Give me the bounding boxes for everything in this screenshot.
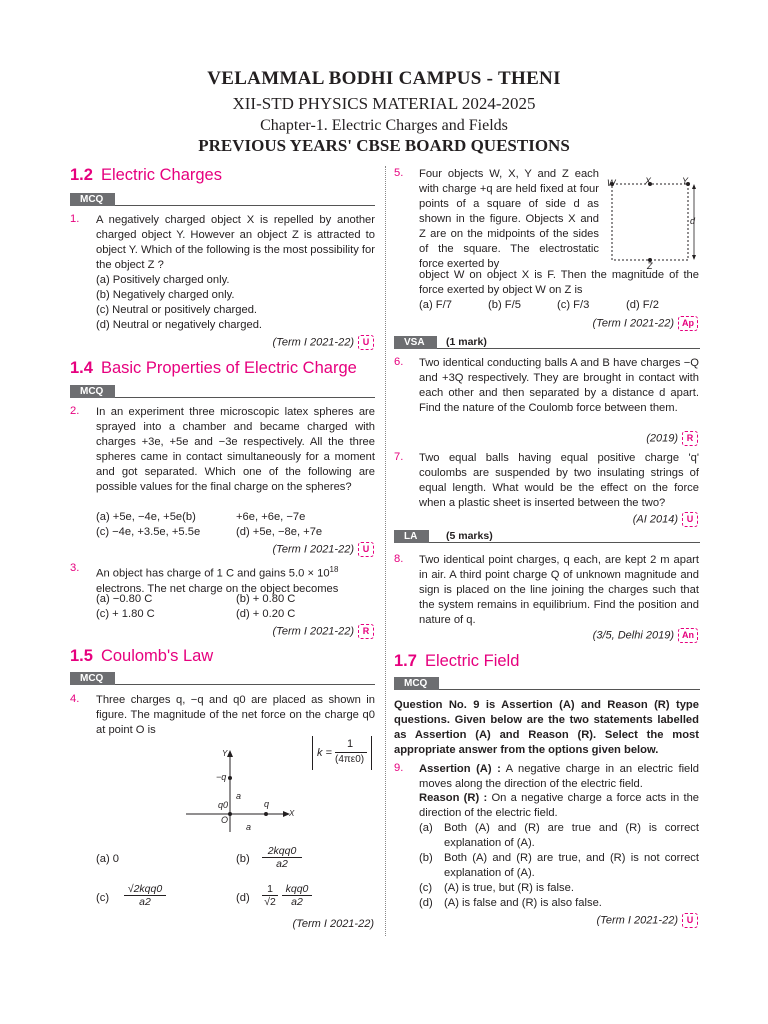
q4-option-d-fraction1: 1 √2 — [262, 883, 278, 908]
q1-option-c: (c) Neutral or positively charged. — [96, 304, 258, 316]
q6-number: 6. — [394, 356, 404, 368]
q5-number: 5. — [394, 167, 404, 179]
q9-assertion: Assertion (A) : A negative charge in an electric field moves along the direction of the electric field. — [419, 763, 699, 790]
q5-square-figure — [604, 176, 700, 272]
fig-q-label: q — [264, 799, 270, 809]
q1-reference: (Term I 2021-22) U — [272, 335, 374, 350]
fig-z-label: Z — [647, 261, 653, 271]
q2-text: In an experiment three microscopic latex spheres are sprayed into a chamber and became charged with charges +3e, +5e and −3e respectively. All the three spheres came in contact simultaneously for a moment and got separated. Which one of the following are possible values for the final charge on the spheres? — [96, 406, 375, 493]
fig-minus-q-label: −q — [216, 772, 227, 782]
material-title: XII-STD PHYSICS MATERIAL 2024-2025 — [232, 94, 536, 113]
q8-reference: (3/5, Delhi 2019) An — [593, 628, 698, 643]
mcq-bar: MCQ — [70, 193, 375, 206]
mcq-bar: MCQ — [394, 677, 700, 690]
q7-reference: (AI 2014) U — [633, 512, 698, 527]
section-1-4-title: 1.4 Basic Properties of Electric Charge — [70, 359, 357, 377]
column-divider — [385, 166, 386, 936]
q2-option-b: +6e, +6e, −7e — [236, 511, 306, 523]
q9-option-c: (A) is true, but (R) is false. — [444, 882, 574, 894]
la-bar: LA (5 marks) — [394, 530, 700, 543]
fig-w-label: W — [607, 178, 616, 188]
q9-option-a-label: (a) — [419, 822, 433, 834]
q1-option-b: (b) Negatively charged only. — [96, 289, 235, 301]
fig-d-label: d — [690, 216, 696, 226]
chapter-title: Chapter-1. Electric Charges and Fields — [260, 117, 508, 134]
q3-option-c: (c) + 1.80 C — [96, 608, 155, 620]
q4-option-d-label: (d) — [236, 892, 250, 904]
school-name: VELAMMAL BODHI CAMPUS - THENI — [207, 68, 561, 89]
q4-option-d-fraction2: kqq0 a2 — [282, 883, 312, 908]
q1-number: 1. — [70, 213, 80, 225]
q9-option-d-label: (d) — [419, 897, 433, 909]
fig-x-label: X — [289, 809, 295, 818]
q1-badge: U — [358, 335, 374, 350]
q4-option-b-fraction: 2kqq0 a2 — [262, 845, 302, 870]
q6-badge: R — [682, 431, 698, 446]
q4-option-c-label: (c) — [96, 892, 110, 904]
q7-number: 7. — [394, 451, 404, 463]
q3-option-d: (d) + 0.20 C — [236, 608, 296, 620]
q6-text: Two identical conducting balls A and B have charges −Q and +3Q respectively. They are brought in contact with each other and then separated by a distance d apart. Find the nature of the Coulomb force between them. — [419, 357, 699, 414]
q3-number: 3. — [70, 562, 80, 574]
q9-option-d: (A) is false and (R) is also false. — [444, 897, 602, 909]
q1-option-d: (d) Neutral or negatively charged. — [96, 319, 263, 331]
q1-option-a: (a) Positively charged only. — [96, 274, 230, 286]
q2-badge: U — [358, 542, 374, 557]
mcq-bar: MCQ — [70, 385, 375, 398]
q8-badge: An — [678, 628, 698, 643]
q9-badge: U — [682, 913, 698, 928]
q9-option-b: Both (A) and (R) are true, and (R) is not correct explanation of (A). — [444, 852, 699, 879]
q9-reason: Reason (R) : On a negative charge a force acts in the direction of the electric field. — [419, 792, 700, 819]
fig-o-label: O — [221, 815, 229, 825]
fig-y-label: Y — [222, 749, 228, 758]
q2-option-c: (c) −4e, +3.5e, +5.5e — [96, 526, 201, 538]
q5-text-continued: object W on object X is F. Then the magnitude of the force exerted by object W on Z is — [419, 269, 699, 296]
q9-option-a: Both (A) and (R) are true and (R) is correct explanation of (A). — [444, 822, 699, 849]
q4-option-b-label: (b) — [236, 853, 250, 865]
q7-badge: U — [682, 512, 698, 527]
page-heading: PREVIOUS YEARS' CBSE BOARD QUESTIONS — [198, 136, 570, 155]
fig-y-label: Y — [682, 176, 689, 186]
square-outline — [612, 184, 688, 260]
q2-option-a: (a) +5e, −4e, +5e(b) — [96, 511, 196, 523]
fig-a1-label: a — [236, 791, 242, 801]
q2-option-d: (d) +5e, −8e, +7e — [236, 526, 323, 538]
q5-badge: Ap — [678, 316, 698, 331]
mcq-bar: MCQ — [70, 672, 375, 685]
charge-q0-dot — [228, 812, 232, 816]
fig-x-label: X — [645, 176, 652, 186]
q9-reference: (Term I 2021-22) U — [596, 913, 698, 928]
section-1-5-title: 1.5 Coulomb's Law — [70, 647, 214, 665]
q3-option-a: (a) −0.80 C — [96, 593, 153, 605]
q5-option-b: (b) F/5 — [488, 299, 521, 311]
q6-reference: (2019) R — [646, 431, 698, 446]
q4-reference: (Term I 2021-22) — [292, 918, 374, 930]
q5-option-d: (d) F/2 — [626, 299, 659, 311]
q5-option-a: (a) F/7 — [419, 299, 452, 311]
q4-option-c-fraction: √2kqq0 a2 — [124, 883, 166, 908]
q8-text: Two identical point charges, q each, are kept 2 m apart in air. A third point charge Q of unknown magnitude and sign is placed on the line joining the charges such that the system remains in equilibrium. Find the position and nature of q. — [419, 554, 699, 626]
q1-text: A negatively charged object X is repelled by another charged object Y. However an object Z is attracted to object Y. Which of the following is the most possibility for the object Z ? — [96, 214, 375, 271]
q3-badge: R — [358, 624, 374, 639]
q9-number: 9. — [394, 762, 404, 774]
q2-reference: (Term I 2021-22) U — [272, 542, 374, 557]
q4-option-a: (a) 0 — [96, 853, 120, 865]
q7-text: Two equal balls having equal positive charge 'q' coulombs are suspended by two insulating strings of equal length. What would be the effect on the force when a plastic sheet is inserted between the two? — [419, 452, 699, 509]
section-1-2-title: 1.2 Electric Charges — [70, 166, 222, 184]
q3-reference: (Term I 2021-22) R — [272, 624, 374, 639]
q8-number: 8. — [394, 553, 404, 565]
charge-q-dot — [264, 812, 268, 816]
q5-reference: (Term I 2021-22) Ap — [592, 316, 698, 331]
fig-a2-label: a — [246, 822, 252, 832]
section-1-7-title: 1.7 Electric Field — [394, 652, 520, 670]
y-arrow — [227, 750, 233, 757]
q3-option-b: (b) + 0.80 C — [236, 593, 296, 605]
q4-text: Three charges q, −q and q0 are placed as shown in figure. The magnitude of the net force on the charge q0 at point O is — [96, 694, 375, 736]
q3-text: An object has charge of 1 C and gains $5.0 \times 10^{18}$ electrons. The net charge on the object becomes — [96, 565, 339, 595]
q9-option-b-label: (b) — [419, 852, 433, 864]
q2-number: 2. — [70, 405, 80, 417]
q5-option-c: (c) F/3 — [557, 299, 590, 311]
fig-q0-label: q0 — [218, 800, 229, 810]
q9-option-c-label: (c) — [419, 882, 433, 894]
formula-k: k = 1 (4πε0) — [312, 736, 372, 770]
q9-instructions: Question No. 9 is Assertion (A) and Reason (R) type questions. Given below are the two statements labelled as Assertion (A) and Reason (R). Select the most appropriate answer from the options given below. — [394, 699, 699, 756]
vsa-bar: VSA (1 mark) — [394, 336, 700, 349]
q4-number: 4. — [70, 693, 80, 705]
charge-minus-q-dot — [228, 776, 232, 780]
q5-text: Four objects W, X, Y and Z each with charge +q are held fixed at four points of a square of side d as shown in the figure. Objects X and Z are on the midpoints of the sides of the square. The electrostatic force exerted by — [419, 168, 599, 270]
